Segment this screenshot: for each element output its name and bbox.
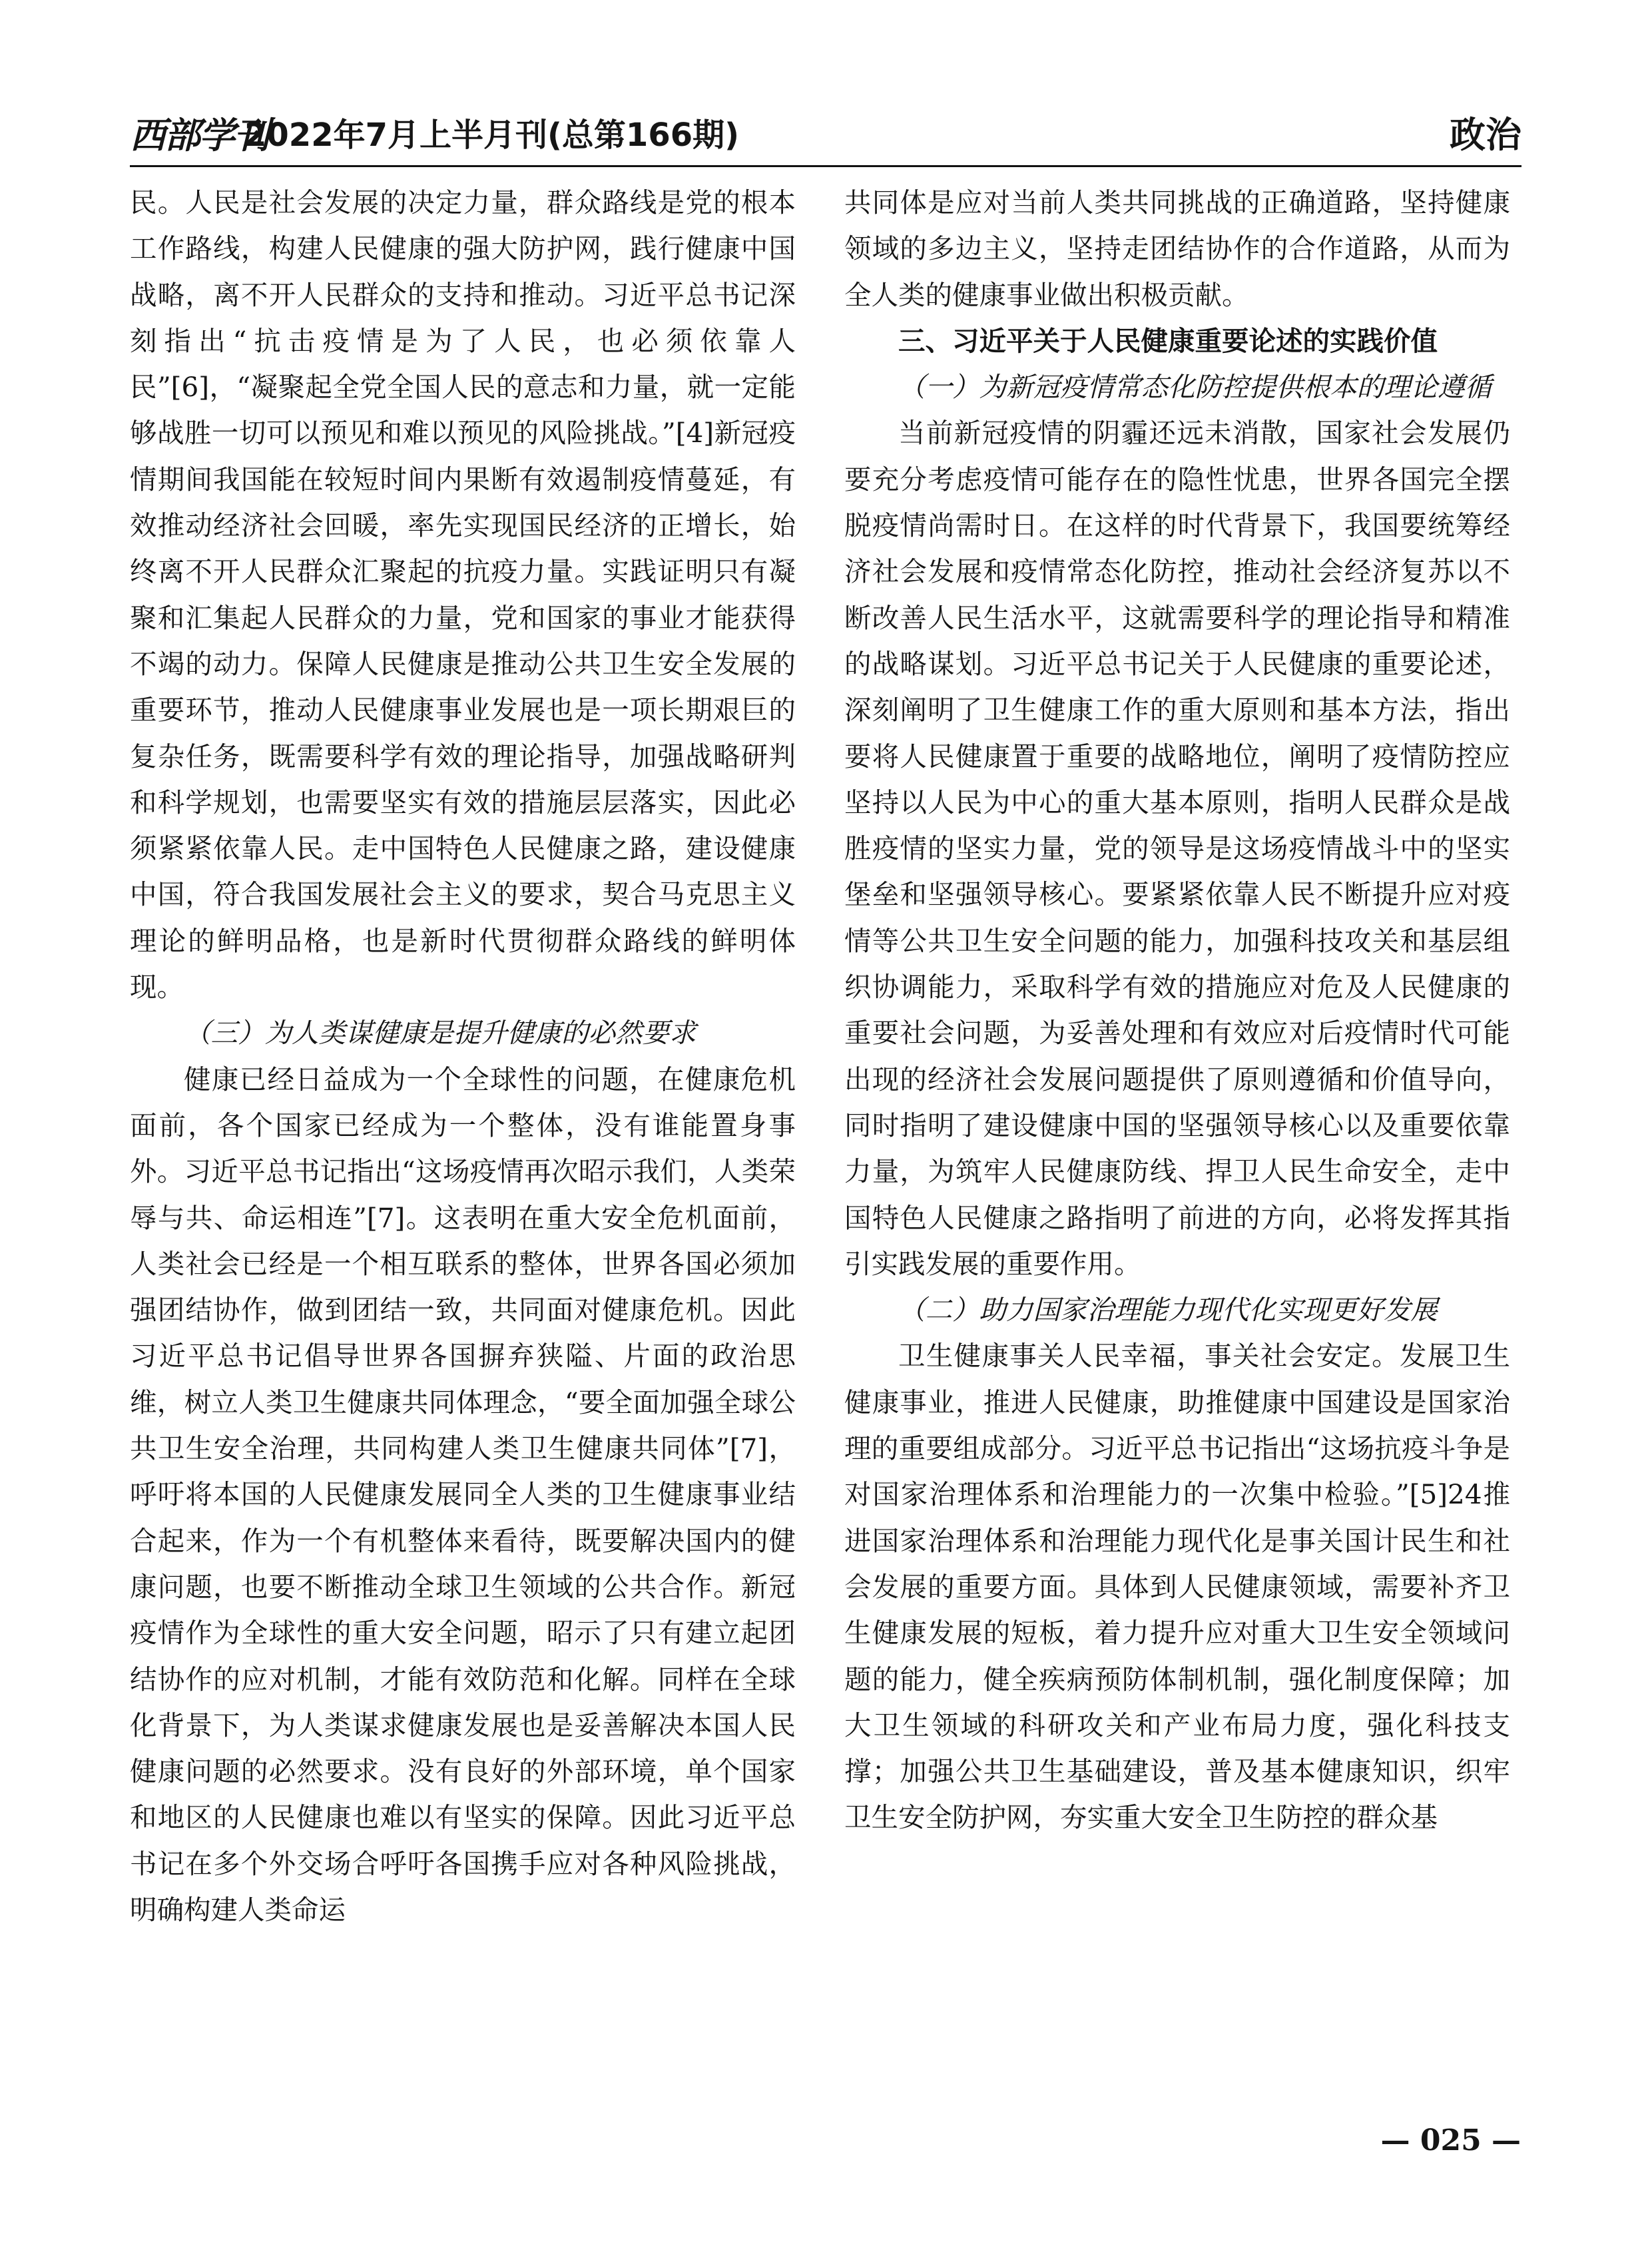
issue-info: 2022年7月上半月刊(总第166期) xyxy=(244,117,740,154)
paragraph: 卫生健康事关人民幸福，事关社会安定。发展卫生健康事业，推进人民健康，助推健康中国建设是国家治理的重要组成部分。习近平总书记指出“这场抗疫斗争是对国家治理体系和治理能力的一次集中检验。”[5]24推进国家治理体系和治理能力现代化是事关国计民生和社会发展的重要方面。具体到人民健康领域，需要补齐卫生健康发展的短板，着力提升应对重大卫生安全领域问题的能力，健全疾病预防体制机制，强化制度保障；加大卫生领域的科研攻关和产业布局力度，强化科技支撑；加强公共卫生基础建设，普及基本健康知识，织牢卫生安全防护网，夯实重大安全卫生防控的群众基 xyxy=(844,1340,1510,1834)
header-rule xyxy=(130,165,1521,167)
running-header xyxy=(130,107,1521,166)
subheading: （一）为新冠疫情常态化防控提供根本的理论遵循 xyxy=(898,371,1492,404)
paragraph: 当前新冠疫情的阴霾还远未消散，国家社会发展仍要充分考虑疫情可能存在的隐性忧患，世界各国完全摆脱疫情尚需时日。在这样的时代背景下，我国要统筹经济社会发展和疫情常态化防控，推动社会经济复苏以不断改善人民生活水平，这就需要科学的理论指导和精准的战略谋划。习近平总书记关于人民健康的重要论述，深刻阐明了卫生健康工作的重大原则和基本方法，指出要将人民健康置于重要的战略地位，阐明了疫情防控应坚持以人民为中心的重大基本原则，指明人民群众是战胜疫情的坚实力量，党的领导是这场疫情战斗中的坚实堡垒和坚强领导核心。要紧紧依靠人民不断提升应对疫情等公共卫生安全问题的能力，加强科技攻关和基层组织协调能力，采取科学有效的措施应对危及人民健康的重要社会问题，为妥善处理和有效应对后疫情时代可能出现的经济社会发展问题提供了原则遵循和价值导向，同时指明了建设健康中国的坚强领导核心以及重要依靠力量，为筑牢人民健康防线、捍卫人民生命安全，走中国特色人民健康之路指明了前进的方向，必将发挥其指引实践发展的重要作用。 xyxy=(844,417,1510,1280)
section-heading: 三、习近平关于人民健康重要论述的实践价值 xyxy=(898,324,1438,357)
right-column xyxy=(844,180,1510,1841)
paragraph: 健康已经日益成为一个全球性的问题，在健康危机面前，各个国家已经成为一个整体，没有谁能置身事外。习近平总书记指出“这场疫情再次昭示我们，人类荣辱与共、命运相连”[7]。这表明在重大安全危机面前，人类社会已经是一个相互联系的整体，世界各国必须加强团结协作，做到团结一致，共同面对健康危机。因此习近平总书记倡导世界各国摒弃狭隘、片面的政治思维，树立人类卫生健康共同体理念，“要全面加强全球公共卫生安全治理，共同构建人类卫生健康共同体”[7]，呼吁将本国的人民健康发展同全人类的卫生健康事业结合起来，作为一个有机整体来看待，既要解决国内的健康问题，也要不断推动全球卫生领域的公共合作。新冠疫情作为全球性的重大安全问题，昭示了只有建立起团结协作的应对机制，才能有效防范和化解。同样在全球化背景下，为人类谋求健康发展也是妥善解决本国人民健康问题的必然要求。没有良好的外部环境，单个国家和地区的人民健康也难以有坚实的保障。因此习近平总书记在多个外交场合呼吁各国携手应对各种风险挑战，明确构建人类命运 xyxy=(130,1063,796,1926)
subheading: （二）助力国家治理能力现代化实现更好发展 xyxy=(898,1294,1438,1326)
paragraph: 共同体是应对当前人类共同挑战的正确道路，坚持健康领域的多边主义，坚持走团结协作的合作道路，从而为全人类的健康事业做出积极贡献。 xyxy=(844,186,1510,311)
page-number: — 025 — xyxy=(1380,2123,1521,2157)
subheading: （三）为人类谋健康是提升健康的必然要求 xyxy=(184,1017,696,1049)
paragraph: 民。人民是社会发展的决定力量，群众路线是党的根本工作路线，构建人民健康的强大防护网，践行健康中国战略，离不开人民群众的支持和推动。习近平总书记深刻指出“抗击疫情是为了人民，也必须依靠人民”[6]，“凝聚起全党全国人民的意志和力量，就一定能够战胜一切可以预见和难以预见的风险挑战。”[4]新冠疫情期间我国能在较短时间内果断有效遏制疫情蔓延，有效推动经济社会回暖，率先实现国民经济的正增长，始终离不开人民群众汇聚起的抗疫力量。实践证明只有凝聚和汇集起人民群众的力量，党和国家的事业才能获得不竭的动力。保障人民健康是推动公共卫生安全发展的重要环节，推动人民健康事业发展也是一项长期艰巨的复杂任务，既需要科学有效的理论指导，加强战略研判和科学规划，也需要坚实有效的措施层层落实，因此必须紧紧依靠人民。走中国特色人民健康之路，建设健康中国，符合我国发展社会主义的要求，契合马克思主义理论的鲜明品格，也是新时代贯彻群众路线的鲜明体现。 xyxy=(130,186,796,1003)
journal-logo: 西部学刊 xyxy=(130,114,268,156)
section-title: 政治 xyxy=(1450,114,1521,156)
left-column xyxy=(130,180,796,1933)
